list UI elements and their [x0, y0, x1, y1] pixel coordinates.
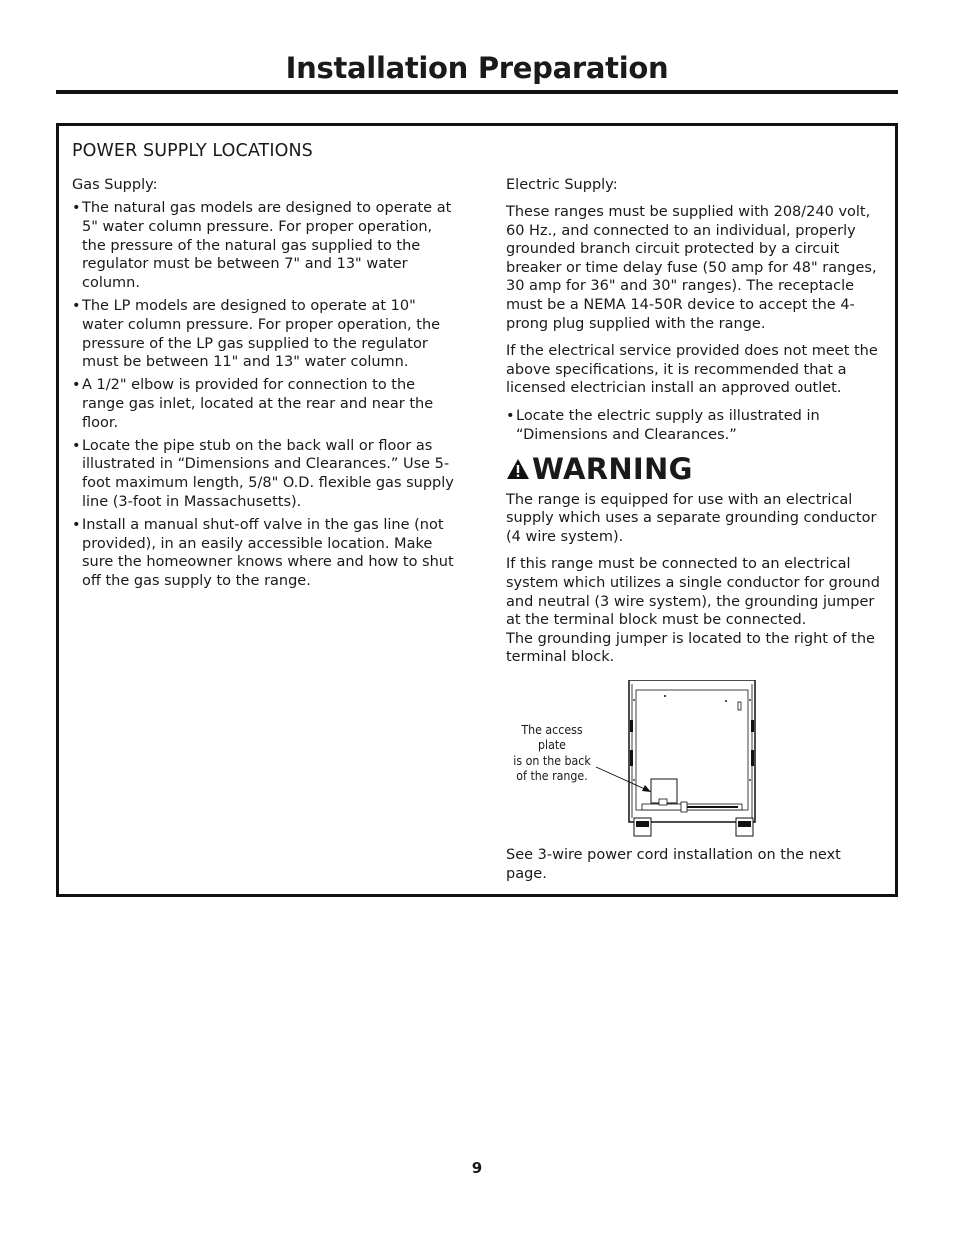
footer-note: See 3-wire power cord installation on the next page.	[506, 846, 841, 882]
diagram-caption	[506, 723, 598, 785]
warning-paragraph-1: The range is equipped for use with an electrical supply which uses a separate grounding conductor (4 wire system).	[506, 491, 877, 545]
list-item	[72, 376, 454, 432]
gas-item-text: The LP models are designed to operate at 10" water column pressure. For proper operation, the pressure of the LP gas supplied to the regulator must be between 11" and 13" water column.	[82, 297, 441, 371]
electric-paragraph-1: These ranges must be supplied with 208/240 volt, 60 Hz., and connected to an individual, properly grounded branch circuit protected by a circuit breaker or time delay fuse (50 amp for 48" ranges, 30 amp for 36" and 30" ranges). The receptacle must be a NEMA 14-50R device to accept the 4-prong plug supplied with the range.	[506, 204, 877, 332]
content-box	[56, 123, 898, 897]
gas-item-text: Install a manual shut-off valve in the gas line (not provided), in an easily accessible location. Make sure the homeowner knows where and how to shut off the gas supply to the range.	[82, 516, 454, 590]
gas-item-text: A 1/2" elbow is provided for connection to the range gas inlet, located at the rear and near the floor.	[82, 377, 434, 431]
electric-paragraph-2: If the electrical service provided does not meet the above specifications, it is recommended that a licensed electrician install an approved outlet.	[506, 343, 878, 397]
electric-supply-column	[506, 176, 886, 884]
list-item	[72, 199, 454, 293]
warning-title: WARNING	[532, 451, 693, 486]
warning-paragraph-2: If this range must be connected to an electrical system which utilizes a single conductor for ground and neutral (3 wire system), the grounding jumper at the terminal block must be connected.	[506, 556, 880, 629]
gas-supply-list	[72, 199, 454, 591]
caption-line: The access plate	[521, 722, 583, 753]
gas-item-text: The natural gas models are designed to operate at 5" water column pressure. For proper operation, the pressure of the natural gas supplied to the regulator must be between 7" and 13" water column.	[82, 200, 452, 292]
gas-supply-column	[72, 176, 454, 595]
warning-paragraph-3: The grounding jumper is located to the right of the terminal block.	[506, 630, 875, 666]
list-item	[72, 516, 454, 591]
range-back-diagram	[506, 680, 886, 838]
caption-line: of the range.	[516, 769, 588, 784]
bullet-glyph: •	[72, 437, 81, 454]
bullet-glyph: •	[72, 297, 81, 314]
bullet-glyph: •	[506, 407, 515, 424]
title-divider	[56, 90, 898, 94]
list-item	[506, 407, 886, 445]
bullet-glyph: •	[72, 200, 81, 216]
section-heading: POWER SUPPLY LOCATIONS	[72, 141, 313, 161]
list-item	[72, 297, 454, 372]
bullet-glyph: •	[72, 516, 81, 533]
caption-line: is on the back	[513, 753, 591, 768]
gas-supply-heading: Gas Supply:	[72, 177, 158, 193]
list-item	[72, 437, 454, 512]
bullet-glyph: •	[72, 377, 81, 394]
electric-supply-heading: Electric Supply:	[506, 177, 618, 193]
warning-header	[506, 451, 886, 487]
electric-supply-list	[506, 407, 886, 445]
electric-bullet-text: Locate the electric supply as illustrated in “Dimensions and Clearances.”	[516, 407, 820, 443]
gas-item-text: Locate the pipe stub on the back wall or floor as illustrated in “Dimensions and Clearances.” Use 5-foot maximum length, 5/8" O.D. flexible gas supply line (3-foot in Massachusetts).	[82, 437, 454, 510]
warning-triangle-icon	[506, 458, 530, 480]
page-title: Installation Preparation	[285, 51, 669, 85]
page-number: 9	[471, 1159, 483, 1177]
